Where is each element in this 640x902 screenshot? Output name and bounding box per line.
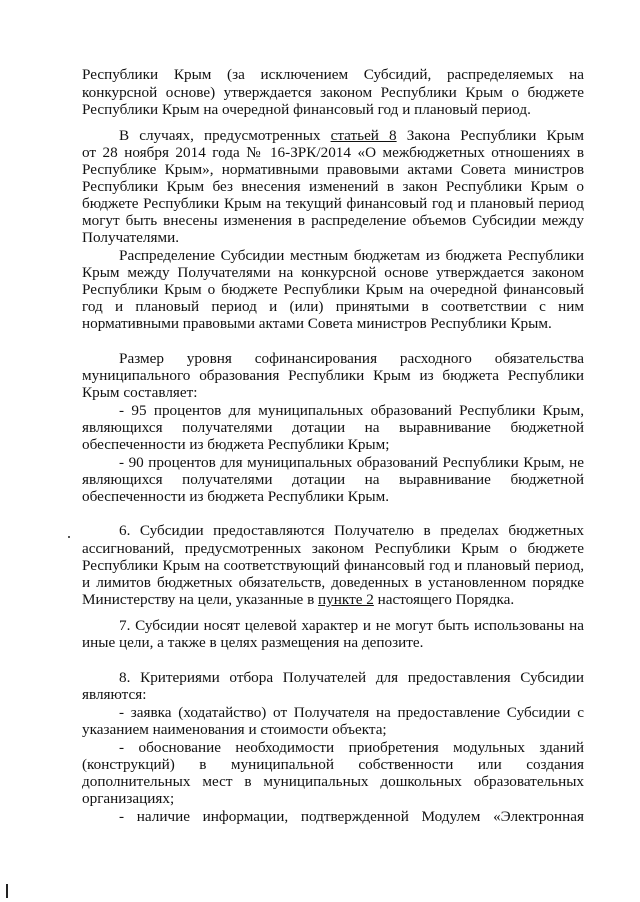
text-line <box>82 773 584 790</box>
text-segment: от 28 ноября 2014 года № 16-ЗРК/2014 «О межбюджетных отношениях в <box>82 144 584 161</box>
text-segment: обеспеченности из бюджета Республики Крым; <box>82 436 390 453</box>
text-segment: Республике Крым», нормативными правовыми актами Совета министров <box>82 161 584 178</box>
text-line <box>82 557 584 574</box>
text-segment: являются: <box>82 686 147 703</box>
text-line <box>119 350 584 367</box>
text-segment: Размер уровня софинансирования расходного обязательства <box>119 350 584 367</box>
text-segment: Республики Крым без внесения изменений в закон Республики Крым о <box>82 178 584 195</box>
text-line <box>82 488 584 505</box>
text-line <box>119 669 584 686</box>
text-segment: Республики Крым о бюджете Республики Крым на очередной финансовый <box>82 281 584 298</box>
text-segment: нормативными правовыми актами Совета министров Республики Крым. <box>82 315 552 332</box>
text-segment: конкурсной основе) утверждается законом Республики Крым о бюджете <box>82 84 584 101</box>
text-segment: указанием наименования и стоимости объекта; <box>82 721 387 738</box>
scan-edge-mark <box>6 884 8 898</box>
text-segment: обеспеченности из бюджета Республики Крым. <box>82 488 390 505</box>
text-segment: дополнительных мест в муниципальных дошкольных образовательных <box>82 773 584 790</box>
text-segment: Крым между Получателями на конкурсной основе утверждается законом <box>82 264 584 281</box>
text-line <box>82 195 584 212</box>
text-line <box>119 247 584 264</box>
cross-reference-link[interactable]: статьей 8 <box>330 127 397 144</box>
text-line <box>119 617 584 634</box>
text-line <box>82 101 584 118</box>
text-segment: ассигнований, предусмотренных законом Республики Крым о бюджете <box>82 540 584 557</box>
text-segment: В случаях, предусмотренных <box>119 127 331 144</box>
text-line <box>82 84 584 101</box>
text-line <box>82 315 584 332</box>
text-line <box>82 721 584 738</box>
text-line <box>119 522 584 539</box>
text-segment: 6. Субсидии предоставляются Получателю в пределах бюджетных <box>119 522 584 539</box>
text-line <box>119 402 584 419</box>
text-segment: год и плановый период и (или) принятыми в соответствии с ним <box>82 298 584 315</box>
text-segment: организациях; <box>82 790 175 807</box>
text-segment: бюджете Республики Крым на текущий финансовый год и плановый период <box>82 195 584 212</box>
text-segment: - наличие информации, подтвержденной Модулем «Электронная <box>119 808 584 825</box>
text-line <box>82 790 584 807</box>
text-segment: - заявка (ходатайство) от Получателя на предоставление Субсидии с <box>119 704 584 721</box>
text-segment: (конструкций) в муниципальной собственности или создания <box>82 756 584 773</box>
text-segment: Крым составляет: <box>82 384 198 401</box>
text-segment: Распределение Субсидии местным бюджетам из бюджета Республики <box>119 247 584 264</box>
text-line <box>82 212 584 229</box>
text-line <box>82 161 584 178</box>
text-segment: - 90 процентов для муниципальных образований Республики Крым, не <box>119 454 584 471</box>
text-line <box>82 591 584 608</box>
text-segment: 7. Субсидии носят целевой характер и не могут быть использованы на <box>119 617 584 634</box>
text-line <box>82 229 584 246</box>
text-line <box>82 144 584 161</box>
text-line <box>82 66 584 83</box>
text-segment: являющихся получателями дотации на выравнивание бюджетной <box>82 419 584 436</box>
text-line <box>82 436 584 453</box>
text-segment: Республики Крым на соответствующий финансовый год и плановый период, <box>82 557 584 574</box>
text-segment: настоящего Порядка. <box>373 591 515 608</box>
text-segment: иные цели, а также в целях размещения на депозите. <box>82 634 424 651</box>
text-line <box>119 127 584 144</box>
text-line <box>119 704 584 721</box>
text-segment: и лимитов бюджетных обязательств, доведенных в установленном порядке <box>82 574 584 591</box>
text-segment: Министерству на цели, указанные в <box>82 591 319 608</box>
text-line <box>119 808 584 825</box>
cross-reference-link[interactable]: пункте 2 <box>318 591 374 608</box>
text-line <box>82 756 584 773</box>
text-line <box>82 384 584 401</box>
text-segment: Республики Крым на очередной финансовый год и плановый период. <box>82 101 531 118</box>
text-line <box>82 367 584 384</box>
text-segment: - обоснование необходимости приобретения модульных зданий <box>119 739 584 756</box>
text-segment: могут быть внесены изменения в распределение объемов Субсидии между <box>82 212 584 229</box>
text-segment: - 95 процентов для муниципальных образований Республики Крым, <box>119 402 584 419</box>
text-line <box>82 686 584 703</box>
text-line <box>82 264 584 281</box>
text-segment: 8. Критериями отбора Получателей для предоставления Субсидии <box>119 669 584 686</box>
text-line <box>82 540 584 557</box>
text-line <box>82 471 584 488</box>
text-segment: являющихся получателями дотации на выравнивание бюджетной <box>82 471 584 488</box>
text-line <box>82 634 584 651</box>
text-segment: Закона Республики Крым <box>396 127 585 144</box>
text-line <box>82 281 584 298</box>
text-segment: Республики Крым (за исключением Субсидий, распределяемых на <box>82 66 584 83</box>
text-line <box>82 574 584 591</box>
text-line <box>82 419 584 436</box>
text-line <box>82 298 584 315</box>
text-line <box>82 178 584 195</box>
scan-speck <box>68 536 70 538</box>
text-segment: Получателями. <box>82 229 179 246</box>
text-line <box>119 454 584 471</box>
text-line <box>119 739 584 756</box>
text-segment: муниципального образования Республики Крым из бюджета Республики <box>82 367 584 384</box>
